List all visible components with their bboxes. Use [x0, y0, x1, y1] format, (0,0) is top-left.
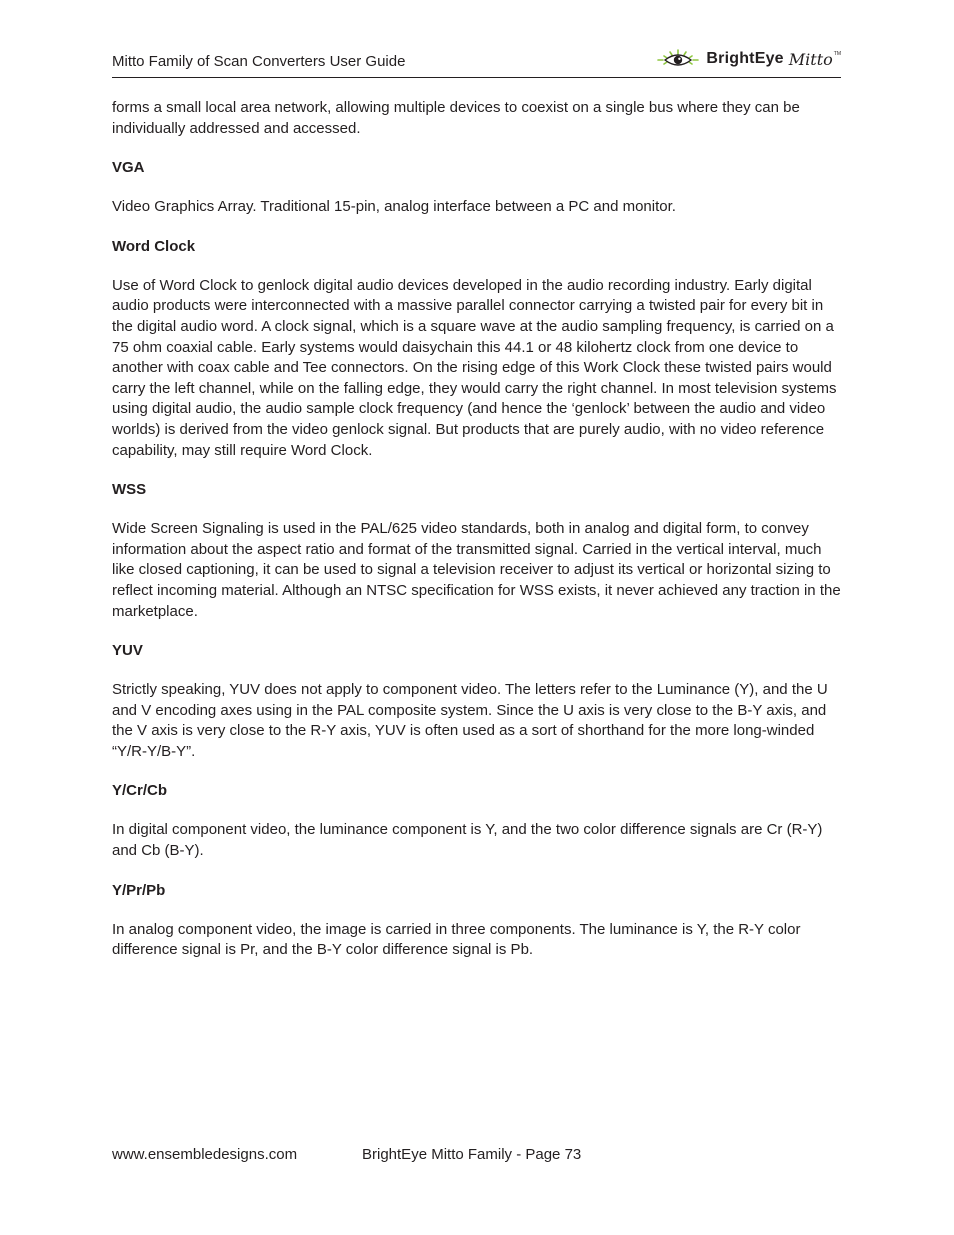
logo-product-text: Mitto — [788, 49, 833, 69]
entry-heading: YUV — [112, 642, 143, 660]
glossary-entry-yuv — [112, 641, 847, 762]
intro-paragraph: forms a small local area network, allowing multiple devices to coexist on a single bus where they can be individually addressed and accessed. — [112, 99, 800, 137]
entry-heading: WSS — [112, 481, 147, 499]
entry-heading: Word Clock — [112, 237, 196, 255]
glossary-entry-y-pr-pb — [112, 881, 847, 961]
entry-body: In analog component video, the image is carried in three components. The luminance is Y, the R-Y color difference signal is Pr, and the B-Y color difference signal is Pb. — [112, 920, 801, 959]
eye-logo-icon — [656, 47, 700, 71]
entry-body: Wide Screen Signaling is used in the PAL/625 video standards, both in analog and digital form, to convey information about the aspect ratio and format of the transmitted signal. Carried in the vertical interval, much like closed captioning, it can be used to signal a television receiver to adjust its vertical or horizontal sizing to reflect incoming material. Although an NTSC specification for WSS exists, it never achieved any traction in the marketplace. — [112, 520, 841, 620]
glossary-entry-vga — [112, 158, 847, 218]
entry-heading: VGA — [112, 159, 145, 177]
glossary-content — [112, 98, 847, 961]
page-header — [112, 50, 841, 78]
entry-body: Video Graphics Array. Traditional 15-pin, analog interface between a PC and monitor. — [112, 198, 676, 216]
glossary-entry-y-cr-cb — [112, 781, 847, 861]
footer-page-number: BrightEye Mitto Family - Page 73 — [362, 1146, 582, 1163]
trademark-mark: TM — [833, 51, 841, 57]
entry-heading: Y/Cr/Cb — [112, 782, 168, 800]
brighteye-mitto-logo — [656, 46, 841, 72]
logo-brand-text: BrightEye — [706, 50, 784, 67]
entry-body: Strictly speaking, YUV does not apply to component video. The letters refer to the Luminance (Y), and the U and V encoding axes using in the PAL composite system. Since the U axis is very close to the B-Y axis, and the V axis is very close to the R-Y axis, YUV is often used as a sort of shorthand for the more long-winded “Y/R-Y/B-Y”. — [112, 681, 828, 760]
entry-body: In digital component video, the luminance component is Y, and the two color difference signals are Cr (R-Y) and Cb (B-Y). — [112, 821, 823, 860]
glossary-entry-word-clock — [112, 237, 847, 461]
glossary-entry-wss — [112, 480, 847, 622]
document-title: Mitto Family of Scan Converters User Guide — [112, 53, 406, 70]
entry-body: Use of Word Clock to genlock digital audio devices developed in the audio recording industry. Early digital audio products were interconnected with a massive parallel connector carrying a twisted pair for every bit in the digital audio word. A clock signal, which is a square wave at the audio sampling frequency, is carried on a 75 ohm coaxial cable. Early systems would daisychain this 44.1 or 48 kilohertz clock from one device to another with coax cable and Tee connectors. On the rising edge of this Work Clock these twisted pairs would carry the left channel, while on the falling edge, they would carry the right channel. In most television systems using digital audio, the audio sample clock frequency (and hence the ‘genlock’ between the audio and video worlds) is derived from the video genlock signal. But products that are purely audio, with no video reference capability, may still require Word Clock. — [112, 276, 837, 459]
entry-heading: Y/Pr/Pb — [112, 881, 166, 899]
footer-website-link[interactable]: www.ensembledesigns.com — [112, 1146, 298, 1163]
